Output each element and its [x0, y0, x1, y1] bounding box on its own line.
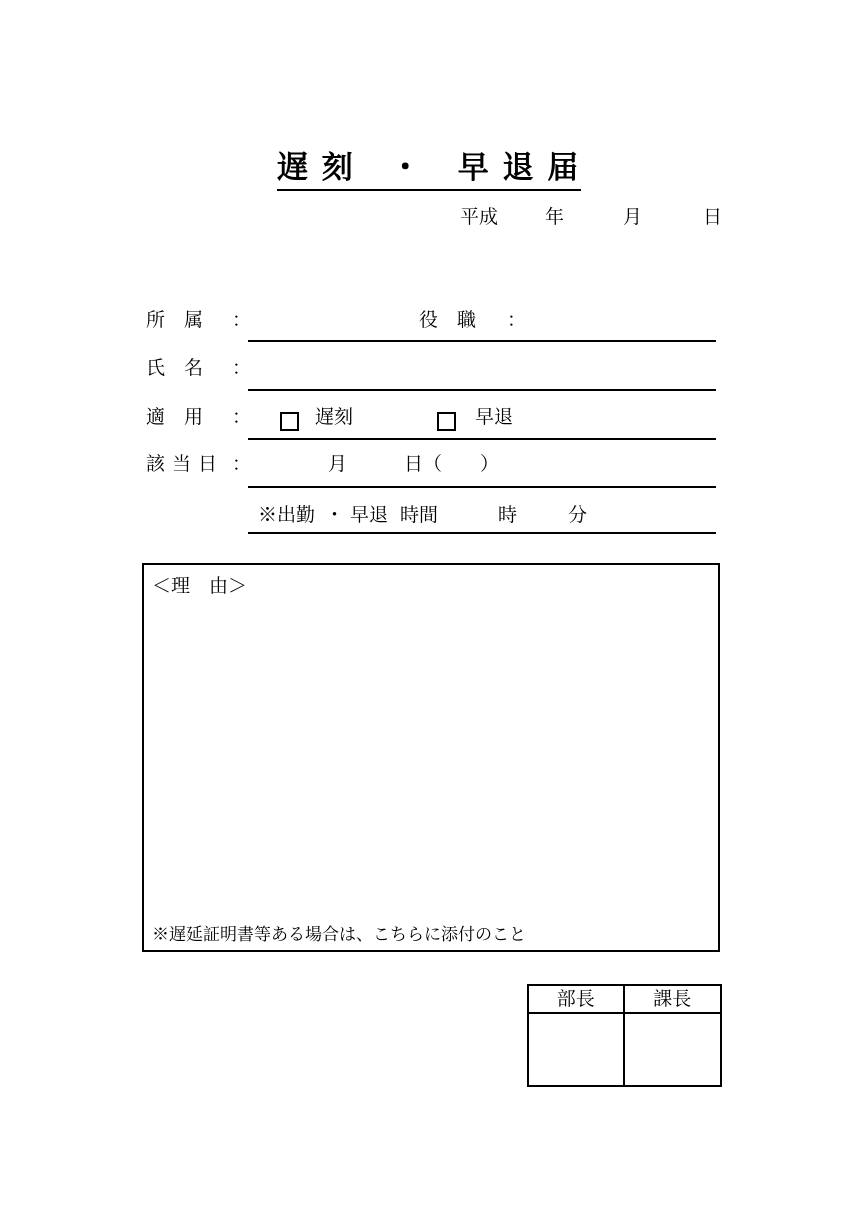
- target-date-input-line[interactable]: [248, 486, 716, 488]
- early-option-label: 早退: [475, 407, 514, 428]
- early-checkbox[interactable]: [437, 412, 456, 431]
- category-colon: ：: [232, 407, 252, 428]
- late-option-label: 遅刻: [315, 407, 354, 428]
- month-label: 月: [623, 207, 643, 228]
- time-dot-separator: ・: [325, 505, 345, 526]
- affiliation-colon: ：: [232, 310, 252, 331]
- target-date-colon: ：: [232, 454, 252, 475]
- time-early-label: 早退: [350, 505, 389, 526]
- approval-stamp-cell-kacho[interactable]: [625, 1014, 721, 1085]
- position-label: 役 職: [419, 310, 477, 331]
- time-prefix-label: ※出勤: [258, 505, 316, 526]
- approval-header-bucho: 部長: [529, 986, 625, 1014]
- reason-box[interactable]: [142, 563, 720, 952]
- affiliation-input-line[interactable]: [248, 340, 716, 342]
- time-word-label: 時間: [400, 505, 439, 526]
- name-colon: ：: [232, 358, 252, 379]
- name-label: 氏 名: [146, 358, 204, 379]
- affiliation-label: 所 属: [146, 310, 204, 331]
- approval-stamp-cell-bucho[interactable]: [529, 1014, 625, 1085]
- late-checkbox[interactable]: [280, 412, 299, 431]
- form-title: 遅 刻 ・ 早 退 届: [277, 150, 581, 191]
- year-label: 年: [545, 207, 565, 228]
- day-label: 日: [703, 207, 723, 228]
- minute-suffix-label: 分: [568, 505, 588, 526]
- hour-suffix-label: 時: [498, 505, 518, 526]
- approval-header-kacho: 課長: [625, 986, 721, 1014]
- category-input-line[interactable]: [248, 438, 716, 440]
- era-label: 平成: [460, 207, 499, 228]
- category-label: 適 用: [146, 407, 204, 428]
- time-input-line[interactable]: [248, 532, 716, 534]
- target-date-value-template: 月 日（ ）: [328, 454, 500, 475]
- position-colon: ：: [507, 310, 527, 331]
- name-input-line[interactable]: [248, 389, 716, 391]
- approval-table: [527, 984, 722, 1087]
- attachment-note: ※遅延証明書等ある場合は、こちらに添付のこと: [152, 925, 526, 944]
- target-date-label: 該当日: [146, 454, 225, 475]
- reason-label: ＜理 由＞: [152, 576, 248, 597]
